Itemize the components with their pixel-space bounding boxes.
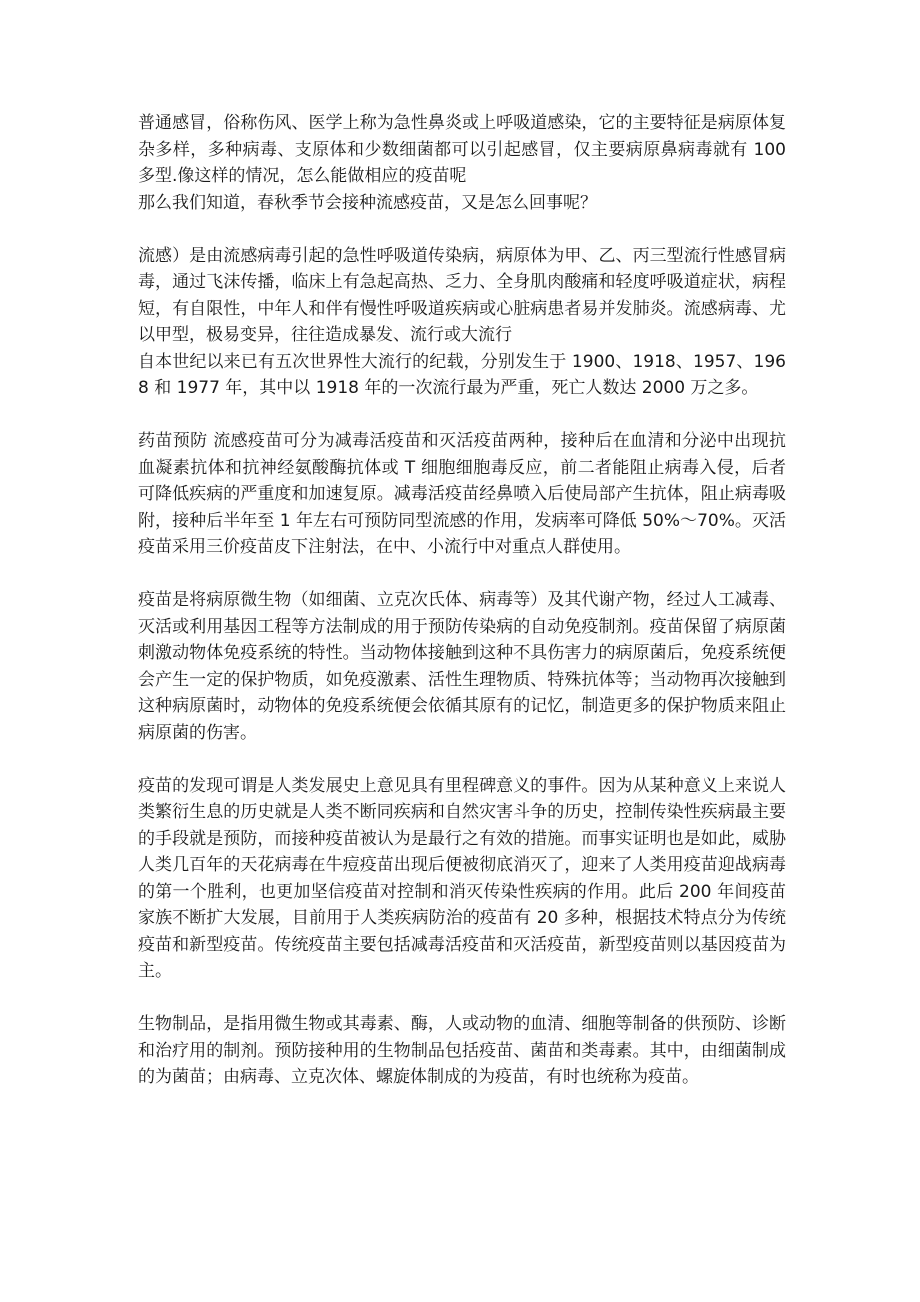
paragraph-common-cold bbox=[138, 110, 786, 216]
paragraph-line: 疫苗是将病原微生物（如细菌、立克次氏体、病毒等）及其代谢产物，经过人工减毒、灭活或利用基因工程等方法制成的用于预防传染病的自动免疫制剂。疫苗保留了病原菌刺激动物体免疫系统的特性。当动物体接触到这种不具伤害力的病原菌后，免疫系统便会产生一定的保护物质，如免疫激素、活性生理物质、特殊抗体等；当动物再次接触到这种病原菌时，动物体的免疫系统便会依循其原有的记忆，制造更多的保护物质来阻止病原菌的伤害。 bbox=[138, 590, 786, 743]
paragraph-vaccine-prevention bbox=[138, 428, 786, 561]
paragraph-vaccine-history bbox=[138, 773, 786, 985]
paragraph-line: 普通感冒，俗称伤风、医学上称为急性鼻炎或上呼吸道感染，它的主要特征是病原体复杂多样，多种病毒、支原体和少数细菌都可以引起感冒，仅主要病原鼻病毒就有 100 多型.像这样的情况，怎么能做相应的疫苗呢 bbox=[138, 113, 786, 186]
paragraph-biological-products bbox=[138, 1011, 786, 1091]
paragraph-line: 那么我们知道，春秋季节会接种流感疫苗，又是怎么回事呢？ bbox=[138, 192, 597, 213]
paragraph-influenza bbox=[138, 243, 786, 402]
paragraph-line: 药苗预防 流感疫苗可分为减毒活疫苗和灭活疫苗两种，接种后在血清和分泌中出现抗血凝素抗体和抗神经氨酸酶抗体或 T 细胞细胞毒反应，前二者能阻止病毒入侵，后者可降低疾病的严重度和加速复原。减毒活疫苗经鼻喷入后使局部产生抗体，阻止病毒吸附，接种后半年至 1 年左右可预防同型流感的作用，发病率可降低 50%～70%。灭活疫苗采用三价疫苗皮下注射法，在中、小流行中对重点人群使用。 bbox=[138, 431, 786, 557]
paragraph-line: 疫苗的发现可谓是人类发展史上意见具有里程碑意义的事件。因为从某种意义上来说人类繁衍生息的历史就是人类不断同疾病和自然灾害斗争的历史，控制传染性疾病最主要的手段就是预防，而接种疫苗被认为是最行之有效的措施。而事实证明也是如此，威胁人类几百年的天花病毒在牛痘疫苗出现后便被彻底消灭了，迎来了人类用疫苗迎战病毒的第一个胜利，也更加坚信疫苗对控制和消灭传染性疾病的作用。此后 200 年间疫苗家族不断扩大发展，目前用于人类疾病防治的疫苗有 20 多种，根据技术特点分为传统疫苗和新型疫苗。传统疫苗主要包括减毒活疫苗和灭活疫苗，新型疫苗则以基因疫苗为主。 bbox=[138, 775, 786, 981]
document-body bbox=[138, 110, 786, 1117]
paragraph-vaccine-definition bbox=[138, 587, 786, 746]
paragraph-line: 流感）是由流感病毒引起的急性呼吸道传染病，病原体为甲、乙、丙三型流行性感冒病毒，通过飞沫传播，临床上有急起高热、乏力、全身肌肉酸痛和轻度呼吸道症状，病程短，有自限性，中年人和伴有慢性呼吸道疾病或心脏病患者易并发肺炎。流感病毒、尤以甲型，极易变异，往往造成暴发、流行或大流行 bbox=[138, 245, 786, 345]
paragraph-line: 自本世纪以来已有五次世界性大流行的纪载，分别发生于 1900、1918、1957、1968 和 1977 年，其中以 1918 年的一次流行最为严重，死亡人数达 2000 万之多。 bbox=[138, 351, 786, 398]
paragraph-line: 生物制品，是指用微生物或其毒素、酶，人或动物的血清、细胞等制备的供预防、诊断和治疗用的制剂。预防接种用的生物制品包括疫苗、菌苗和类毒素。其中，由细菌制成的为菌苗；由病毒、立克次体、螺旋体制成的为疫苗，有时也统称为疫苗。 bbox=[138, 1014, 786, 1087]
